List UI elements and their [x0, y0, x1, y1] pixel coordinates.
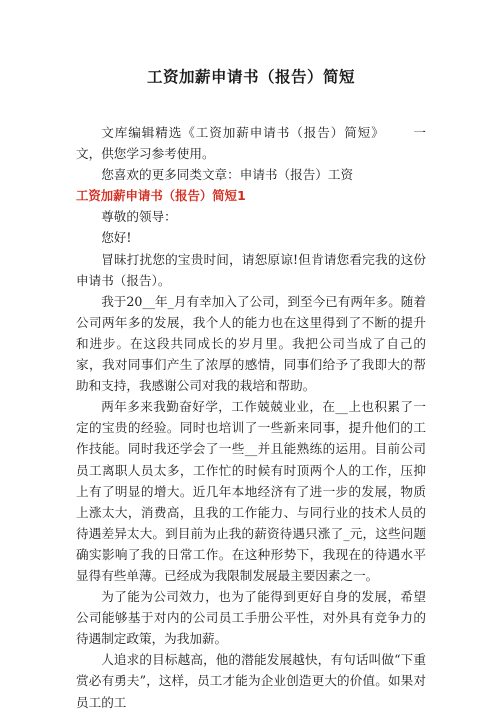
section-heading: 工资加薪申请书（报告）简短1: [76, 188, 246, 204]
body-paragraph-1: 冒昧打扰您的宝贵时间，请恕原谅!但肯请您看完我的这份申请书（报告）。: [76, 251, 426, 288]
body-paragraph-3: 两年多来我勤奋好学，工作兢兢业业，在__上也积累了一定的宝贵的经验。同时也培训了一些新来同事，提升他们的工作技能。同时我还学会了一些__并且能熟练的运用。目前公司员工离职人员太多，工作忙的时候有时顶两个人的工作，压抑上有了明显的增大。近几年本地经济有了进一步的发展，物质上涨太大，消费高，且我的工作能力、与同行业的技术人员的待遇差异太大。到目前为止我的薪资待遇只涨了_元，这些问题确实影响了我的日常工作。在这种形势下，我现在的待遇水平显得有些单薄。已经成为我限制发展最主要因素之一。: [76, 399, 426, 583]
related-articles-line: 您喜欢的更多同类文章：申请书（报告）工资: [101, 167, 354, 183]
document-body: [76, 122, 426, 713]
document-title: 工资加薪申请书（报告）简短: [146, 68, 355, 86]
body-paragraph-4: 为了能为公司效力，也为了能得到更好自身的发展，希望公司能够基于对内的公司员工手册公平性，对外具有竞争力的待遇制定政策，为我加薪。: [76, 589, 426, 647]
intro-suffix: 一文，供您学习参考使用。: [76, 125, 427, 162]
body-paragraph-5: 人追求的目标越高，他的潜能发展越快，有句话叫做“下重赏必有勇夫”，这样，员工才能为企业创造更大的价值。如果对员工的工: [76, 652, 426, 710]
salutation: 尊敬的领导：: [101, 209, 177, 225]
intro-paragraph: [76, 122, 426, 164]
body-paragraph-2: 我于20__年_月有幸加入了公司，到至今已有两年多。随着公司两年多的发展，我个人的能力也在这里得到了不断的提升和进步。在这段共同成长的岁月里。我把公司当成了自己的家，我对同事们产生了浓厚的感情，同事们给予了我即大的帮助和支持，我感谢公司对我的栽培和帮助。: [76, 293, 426, 394]
intro-prefix: 文库编辑精选《工资加薪申请书（报告）简短》: [101, 125, 385, 140]
greeting: 您好!: [101, 230, 132, 246]
